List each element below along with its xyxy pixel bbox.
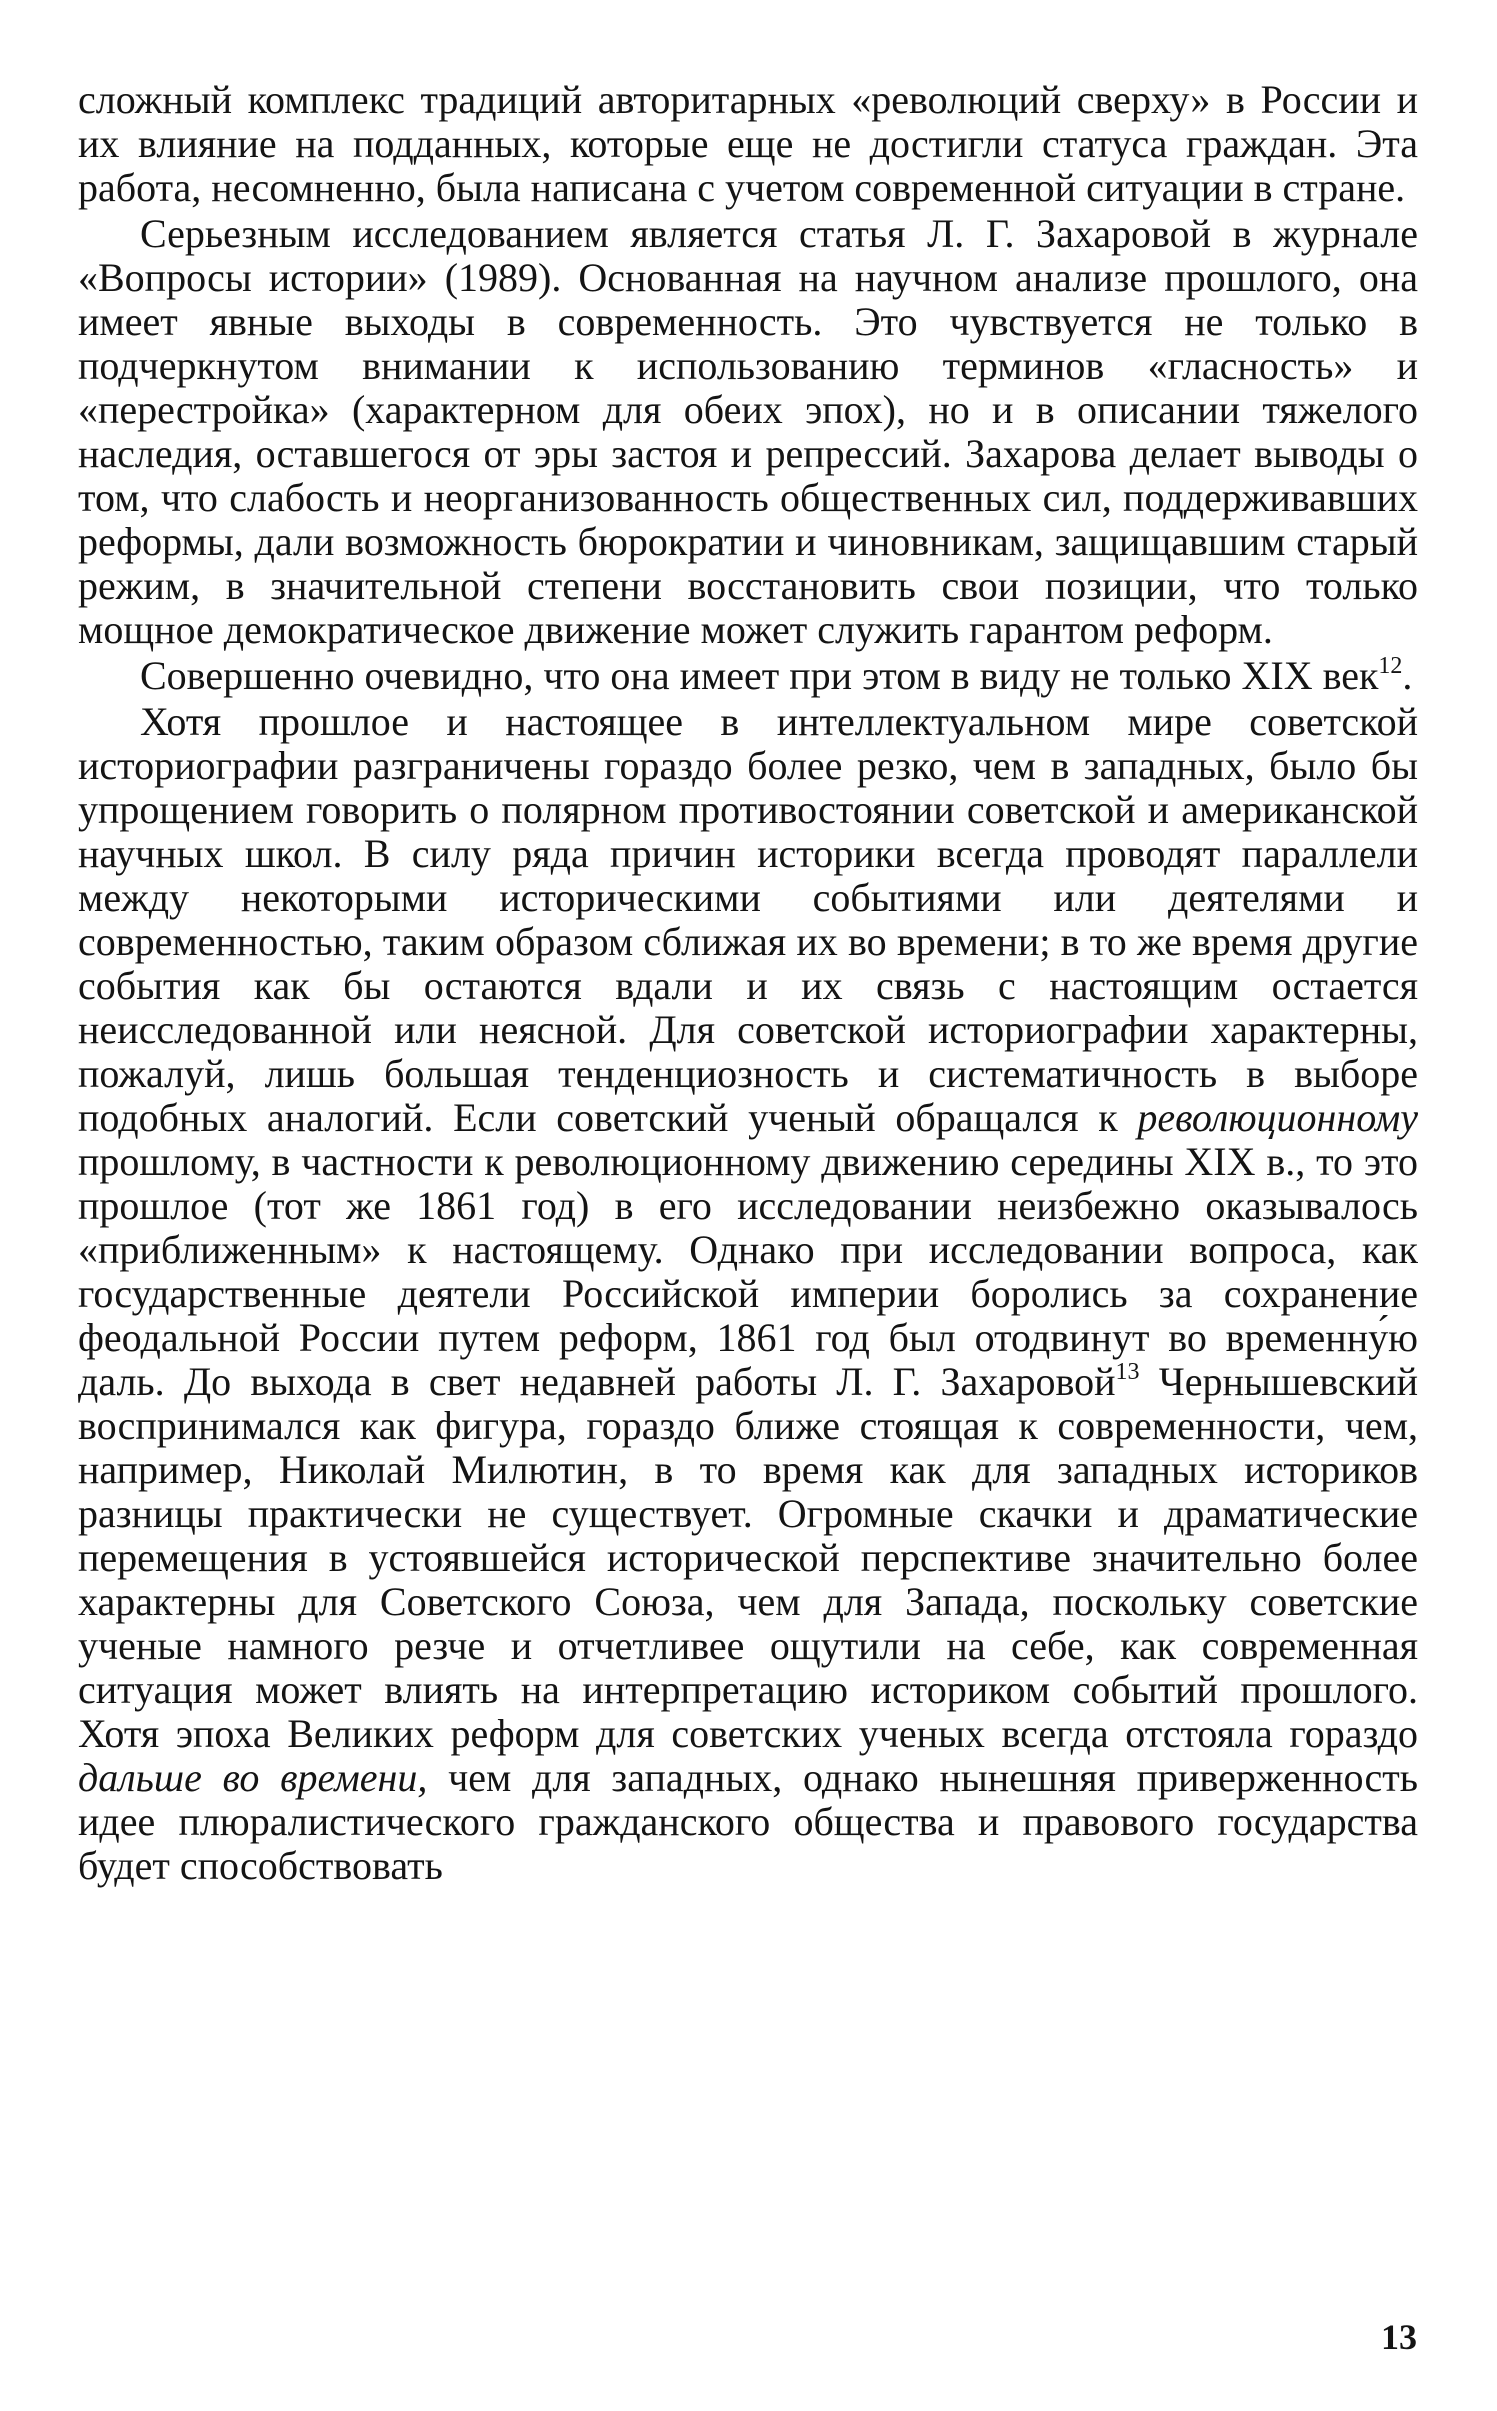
text-run: прошлому, в частности к революционному движению середины XIX в., то это прошлое (тот же 1861 год) в его исследовании неизбежно оказывалось «приближенным» к настоящему. Однако при исследовании вопроса, как государственные деятели Российской империи боролись за сохранение феодальной России путем реформ, 1861 год был отодвинут во временну́ю даль. До выхода в свет недавней работы Л. Г. Захаровой bbox=[78, 1139, 1418, 1404]
paragraph-p4 bbox=[78, 700, 1418, 1888]
text-run: Совершенно очевидно, что она имеет при этом в виду не только XIX век bbox=[140, 653, 1379, 698]
text-run: Серьезным исследованием является статья Л. Г. Захаровой в журнале «Вопросы истории» (1989). Основанная на научном анализе прошлого, она имеет явные выходы в современность. Это чувствуется не только в подчеркнутом внимании к использованию терминов «гласность» и «перестройка» (характерном для обеих эпох), но и в описании тяжелого наследия, оставшегося от эры застоя и репрессий. Захарова делает выводы о том, что слабость и неорганизованность общественных сил, поддерживавших реформы, дали возможность бюрократии и чиновникам, защищавшим старый режим, в значительной степени восстановить свои позиции, что только мощное демократическое движение может служить гарантом реформ. bbox=[78, 211, 1418, 652]
paragraph-p2 bbox=[78, 212, 1418, 652]
italic-text: революционному bbox=[1137, 1095, 1418, 1140]
text-run: сложный комплекс традиций авторитарных «революций сверху» в России и их влияние на подданных, которые еще не достигли статуса граждан. Эта работа, несомненно, была написана с учетом современной ситуации в стране. bbox=[78, 77, 1418, 210]
footnote-ref: 13 bbox=[1115, 1358, 1140, 1385]
footnote-ref: 12 bbox=[1378, 652, 1403, 679]
paragraph-p1 bbox=[78, 78, 1418, 210]
text-run: чем для западных, однако нынешняя приверженность идее плюралистического гражданского общества и правового государства будет способствовать bbox=[78, 1755, 1418, 1888]
text-run: . bbox=[1402, 653, 1413, 698]
page-number: 13 bbox=[1381, 2317, 1417, 2357]
text-run: Чернышевский воспринимался как фигура, гораздо ближе стоящая к современности, чем, например, Николай Милютин, в то время как для западных историков разницы практически не существует. Огромные скачки и драматические перемещения в устоявшейся исторической перспективе значительно более характерны для Советского Союза, чем для Запада, поскольку советские ученые намного резче и отчетливее ощутили на себе, как современная ситуация может влиять на интерпретацию историком событий прошлого. Хотя эпоха Великих реформ для советских ученых всегда отстояла гораздо bbox=[78, 1359, 1418, 1756]
text-run: Хотя прошлое и настоящее в интеллектуальном мире советской историографии разграничены гораздо более резко, чем в западных, было бы упрощением говорить о полярном противостоянии советской и американской научных школ. В силу ряда причин историки всегда проводят параллели между некоторыми историческими событиями или деятелями и современностью, таким образом сближая их во времени; в то же время другие события как бы остаются вдали и их связь с настоящим остается неисследованной или неясной. Для советской историографии характерны, пожалуй, лишь большая тенденциозность и систематичность в выборе подобных аналогий. Если советский ученый обращался к bbox=[78, 699, 1418, 1140]
italic-text: дальше во времени, bbox=[78, 1755, 428, 1800]
paragraph-p3 bbox=[78, 654, 1418, 698]
page-body bbox=[78, 78, 1418, 1888]
